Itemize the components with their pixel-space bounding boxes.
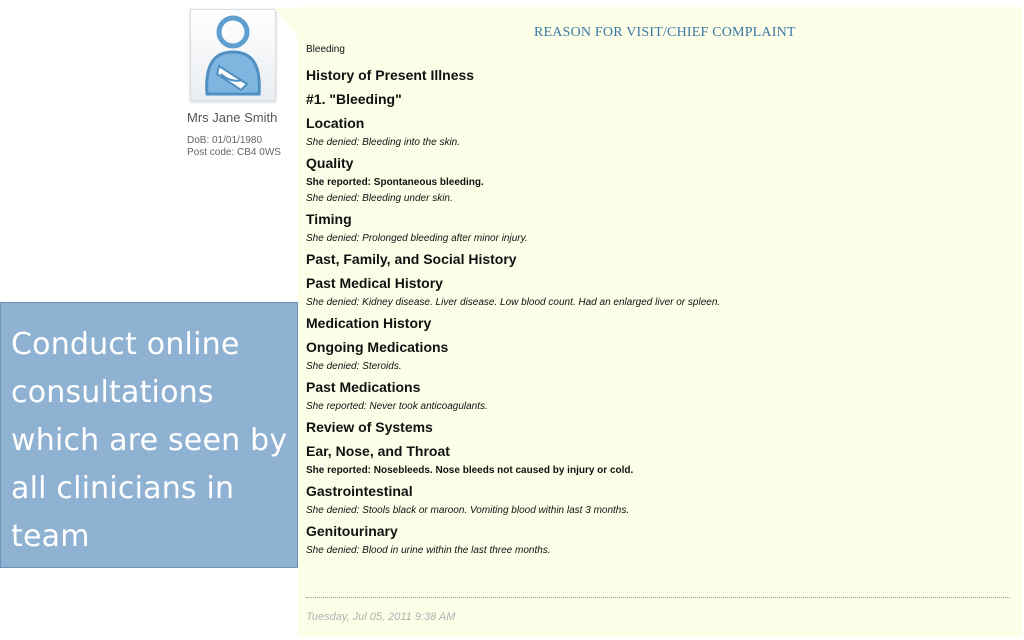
- finding-line: She denied: Prolonged bleeding after minor injury.: [306, 233, 528, 244]
- section-heading: Gastrointestinal: [306, 483, 413, 499]
- patient-details: [187, 135, 281, 159]
- patient-dob: DoB: 01/01/1980: [187, 135, 263, 146]
- patient-arm-sling-icon: [191, 10, 275, 100]
- feature-callout-text: Conduct online consultations which are seen by all clinicians in team: [11, 327, 288, 554]
- note-timestamp: Tuesday, Jul 05, 2011 9:38 AM: [306, 611, 456, 623]
- note-divider: [306, 597, 1010, 598]
- section-heading: Medication History: [306, 315, 432, 331]
- patient-avatar: [190, 9, 276, 101]
- finding-line: She denied: Kidney disease. Liver disease. Low blood count. Had an enlarged liver or spleen.: [306, 297, 721, 308]
- section-heading: Past, Family, and Social History: [306, 251, 517, 267]
- section-heading: Genitourinary: [306, 523, 398, 539]
- finding-line: She denied: Stools black or maroon. Vomiting blood within last 3 months.: [306, 505, 630, 516]
- section-heading: History of Present Illness: [306, 67, 475, 83]
- finding-line: She denied: Blood in urine within the last three months.: [306, 545, 551, 556]
- note-lines: [306, 63, 1006, 559]
- note-content: [306, 44, 1006, 559]
- finding-line: She denied: Bleeding under skin.: [306, 193, 453, 204]
- section-heading: Past Medical History: [306, 275, 443, 291]
- consultation-note: [298, 7, 1022, 637]
- section-heading: Ongoing Medications: [306, 339, 449, 355]
- note-bubble-tail: [274, 8, 298, 36]
- finding-line: She reported: Never took anticoagulants.: [306, 401, 488, 412]
- section-heading: #1. "Bleeding": [306, 91, 402, 107]
- feature-callout: [0, 302, 298, 568]
- section-heading: Ear, Nose, and Throat: [306, 443, 450, 459]
- note-title: REASON FOR VISIT/CHIEF COMPLAINT: [534, 25, 796, 40]
- section-heading: Past Medications: [306, 379, 421, 395]
- section-heading: Timing: [306, 211, 352, 227]
- finding-line: She denied: Steroids.: [306, 361, 402, 372]
- finding-line: She reported: Nosebleeds. Nose bleeds not caused by injury or cold.: [306, 465, 634, 476]
- finding-line: She denied: Bleeding into the skin.: [306, 137, 460, 148]
- patient-name: Mrs Jane Smith: [187, 110, 278, 125]
- patient-postcode: Post code: CB4 0WS: [187, 147, 281, 158]
- section-heading: Location: [306, 115, 365, 131]
- section-heading: Review of Systems: [306, 419, 433, 435]
- chief-complaint: Bleeding: [306, 44, 345, 55]
- finding-line: She reported: Spontaneous bleeding.: [306, 177, 484, 188]
- section-heading: Quality: [306, 155, 354, 171]
